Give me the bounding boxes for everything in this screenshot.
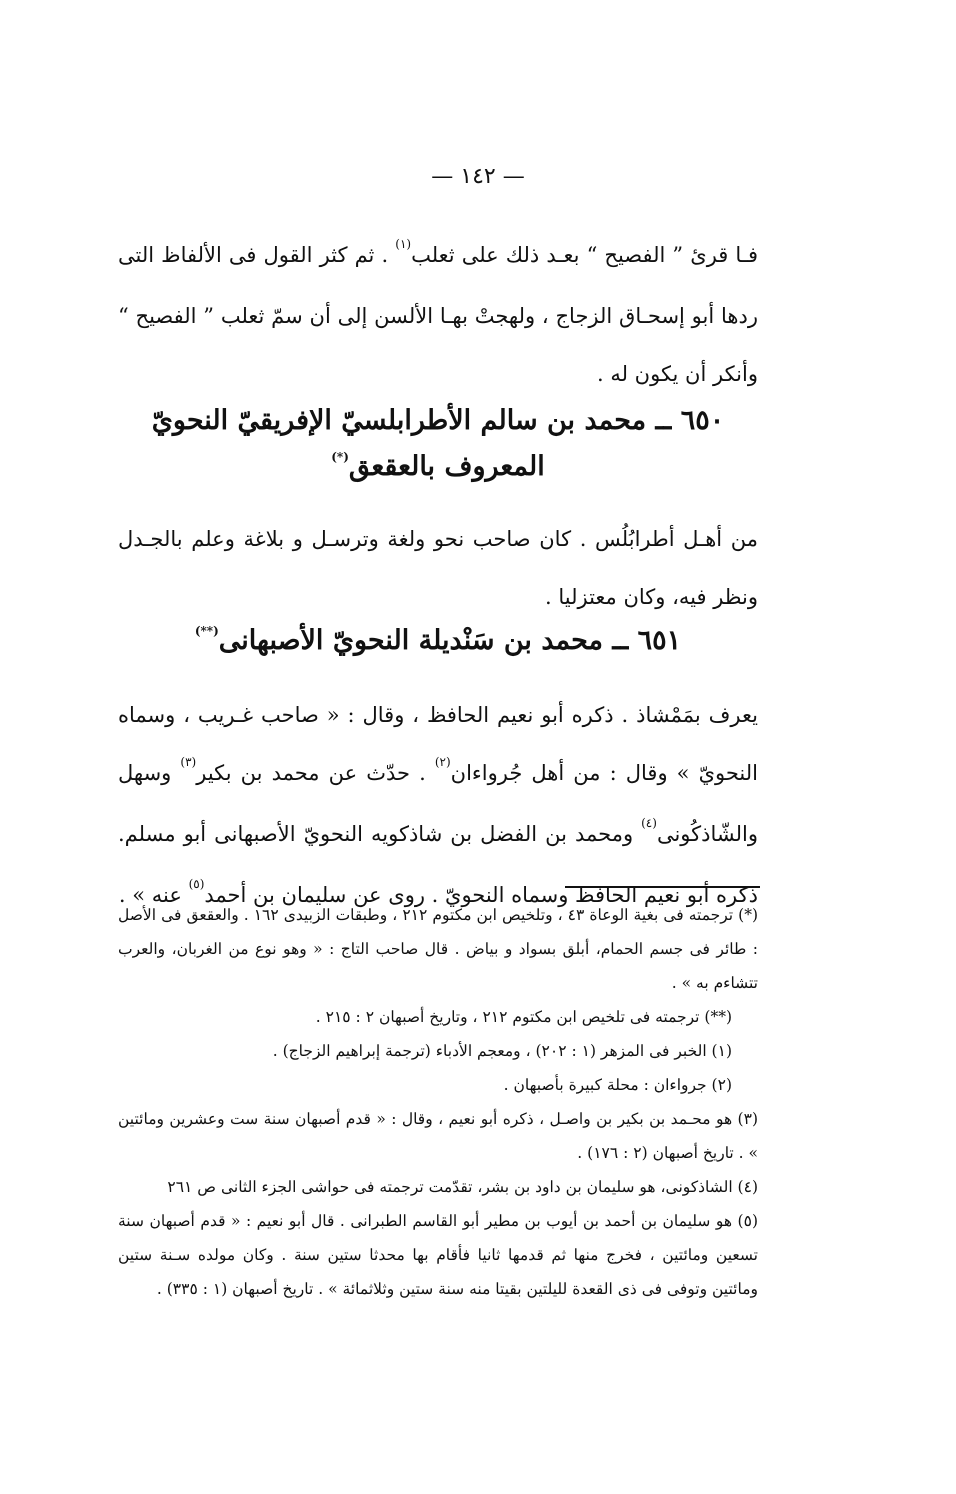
intro-text-rest: أبو إسحـاق الزجاج ، ولهجتْ بهـا الألسن إلى أن سمّ ثعلب ” الفصيح “ وأنكر أن يكون له . xyxy=(118,304,758,386)
footnote-marker-double-star: (**) xyxy=(194,624,219,638)
intro-paragraph xyxy=(118,226,758,403)
footnote-3: (٣) هو محـمد بن بكير بن واصـل ، ذكره أبو نعيم ، وقال : « قدم أصبهان سنة ست وعشرين ومائتين » . تاريخ أصبهان (٢ : ١٧٦) . xyxy=(118,1110,758,1162)
footnote-marker-5: (٥) xyxy=(188,877,205,891)
footnote-marker-4: (٤) xyxy=(641,816,657,830)
entry-651-body-part-4: ومحمد بن الفضل بن شاذكويه النحويّ الأصبهانى أبو مسلم. ذكره أبو نعيم الحافظ وسماه النحويّ . روى عن سليمان بن أحمد xyxy=(118,822,758,907)
footnote-marker-star: (*) xyxy=(331,450,349,464)
entry-650-subtitle-line xyxy=(118,444,758,494)
entry-651-body xyxy=(118,686,758,927)
intro-keyword: ثعلب xyxy=(411,243,455,267)
page-number: — ١٤٢ — xyxy=(431,164,525,189)
entry-650-title: ٦٥٠ ــ محمد بن سالم الأطرابلسيّ الإفريقيّ النحويّ xyxy=(151,405,725,436)
footnote-marker-1: (١) xyxy=(395,237,412,251)
entry-651-title-line xyxy=(118,618,758,668)
intro-text-end: . ثم كثر القول فى الألفاظ التى ردها xyxy=(118,243,758,328)
entry-651-body-part-2: . حدّث عن محمد بن بكير xyxy=(196,761,435,785)
footnote-4: (٤) الشاذكونى، هو سليمان بن داود بن بشر، تقدّمت ترجمته فى حواشى الجزء الثانى ص ٢٦١ xyxy=(167,1178,758,1196)
entry-651-body-part-1: يعرف بمَمْشاذ . ذكره أبو نعيم الحافظ ، وقال : « صاحب غـريب ، وسماه النحويّ » وقال : من أهل جُرواءان xyxy=(118,703,759,785)
entry-650-subtitle: المعروف بالعقعق xyxy=(348,451,545,482)
footnote-marker-2: (٢) xyxy=(434,755,451,769)
entry-651-title: ٦٥١ ــ محمد بن سَنْديلة النحويّ الأصبهانى xyxy=(218,625,682,656)
entry-650-body: من أهـل أطرابُلُس . كان صاحب نحو ولغة وترسـل و بلاغة وعلم بالجـدل ونظر فيه، وكان معتزليا . xyxy=(118,527,758,609)
footnote-2: (٢) جرواءان : محلة كبيرة بأصبهان . xyxy=(503,1076,732,1094)
footnote-5: (٥) هو سليمان بن أحمد بن أيوب بن مطير أبو القاسم الطبرانى . قال أبو نعيم : « قدم أصبهان سنة تسعين ومائتين ، فخرج منها ثم قدمها ثانيا فأقام بها محدثا ستين سنة . وكان مولده سـنة ستين ومائتين وتوفى فى ذى القعدة لليلتين بقيتا منه سنة ستين وثلاثمائة » . تاريخ أصبهان (١ : ٣٣٥) . xyxy=(118,1212,758,1298)
entry-651-body-part-3: وسهل والشّاذكُونى xyxy=(118,761,758,846)
footnote-marker-3: (٣) xyxy=(180,755,197,769)
entry-651-body-part-5: عنه » . xyxy=(118,883,189,907)
footnote-double-star: (**) ترجمته فى تلخيص ابن مكتوم ٢١٢ ، وتاريخ أصبهان ٢ : ٢١٥ . xyxy=(315,1008,732,1026)
footnotes xyxy=(118,898,758,1306)
footnote-1: (١) الخبر فى المزهر (١ : ٢٠٢) ، ومعجم الأدباء (ترجمة إبراهيم الزجاج) . xyxy=(272,1042,732,1060)
intro-text-start: فـا قرئ ” الفصيح “ بعـد ذلك على xyxy=(454,243,758,267)
entry-650 xyxy=(118,398,758,626)
entry-651 xyxy=(118,618,758,927)
footnote-star: (*) ترجمته فى بغية الوعاة ٤٣ ، وتلخيص ابن مكتوم ٢١٢ ، وطبقات الزبيدى ١٦٢ . والعقعق فى الأصل : طائر فى جسم الحمام، أبلق بسواد و بياض . قال صاحب التاج : « وهو نوع من الغربان، والعرب تتشاءم به » . xyxy=(118,906,758,992)
footnote-divider xyxy=(565,886,760,888)
